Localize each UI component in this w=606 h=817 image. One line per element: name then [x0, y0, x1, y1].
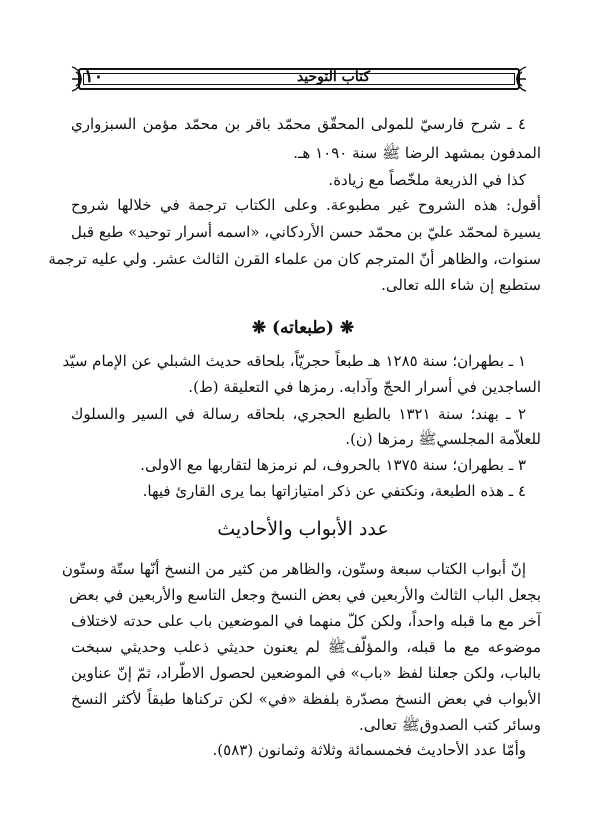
text-line: المدفون بمشهد الرضا ﷺ سنة ١٠٩٠ هـ. [293, 144, 541, 162]
list-item: ١ ـ بطهران؛ سنة ١٢٨٥ هـ طبعاً حجريّاً، بلحاقه حديث الشبلي عن الإمام سيّد [62, 352, 526, 370]
text-line: وأمّا عدد الأحاديث فخمسمائة وثلاثة وثمانون (٥٨٣). [212, 741, 526, 759]
list-item: ٣ ـ بطهران؛ سنة ١٣٧٥ بالحروف، لم نرمزها لتقاربها مع الاولى. [140, 456, 526, 474]
list-item: للعلاّمة المجلسيﷺ رمزها (ن). [345, 430, 541, 448]
list-item: ٤ ـ هذه الطبعة، ونكتفي عن ذكر امتيازاتها بما يرى القارئ فيها. [142, 482, 526, 500]
text-line: سنوات، والظاهر أنّ المترجم كان من علماء القرن الثالث عشر. ولي عليه ترجمة [48, 250, 541, 268]
text-line: موضوعه مع ما قبله، والمؤلّفﷺ لم يعنون حديثي ذعلب وحديثي سبخت [71, 638, 541, 656]
section-heading-chapters: عدد الأبواب والأحاديث [217, 518, 389, 540]
text-line: بالباب، ولكن جعلنا لفظ «باب» في الموضعين لحصول الاطّراد، ثمّ إنّ عناوين [71, 664, 541, 682]
list-item: الساجدين في أسرار الحجّ وآدابه. رمزها في التعليقة (ط). [188, 378, 541, 396]
text-line: إنّ أبواب الكتاب سبعة وستّون، والظاهر من كثير من النسخ أنّها ستّة وستّون [61, 560, 526, 578]
text-line: ستطبع إن شاء الله تعالى. [381, 276, 541, 294]
header-title: كتاب التوحيد [296, 69, 370, 85]
text-line: كذا في الذريعة ملخّصاً مع زيادة. [328, 171, 526, 189]
text-line: الأبواب في بعض النسخ مصدّرة بلفظة «في» لكن تركناها طبقاً لأكثر النسخ [71, 690, 541, 708]
section-heading-editions: ❋ (طبعاته) ❋ [251, 318, 355, 338]
text-line: ٤ ـ شرح فارسيّ للمولى المحقّق محمّد باقر بن محمّد مؤمن السبزواري [71, 115, 526, 133]
text-line: يسيرة لمحمّد عليّ بن محمّد حسن الأردكاني، «اسمه أسرار توحيد» طبع قبل [71, 223, 541, 241]
page-number: ١٠ [84, 66, 104, 87]
text-line: آخر مع ما قبله واحداً، ولكن كلّ منهما في الموضعين باب على حدته لاختلاف [71, 612, 541, 630]
header-ornament-right-icon [508, 64, 530, 94]
list-item: ٢ ـ بهند؛ سنة ١٣٢١ بالطبع الحجري، بلحاقه رسالة في السير والسلوك [71, 405, 526, 423]
text-line: أقول: هذه الشروح غير مطبوعة. وعلى الكتاب ترجمة في خلالها شروح [71, 196, 541, 214]
text-line: بجعل الباب الثالث والأربعين في بعض النسخ وجعل التاسع والأربعين في بعض [69, 586, 541, 604]
text-line: وسائر كتب الصدوقﷺ تعالى. [359, 716, 541, 734]
running-header [68, 64, 530, 94]
